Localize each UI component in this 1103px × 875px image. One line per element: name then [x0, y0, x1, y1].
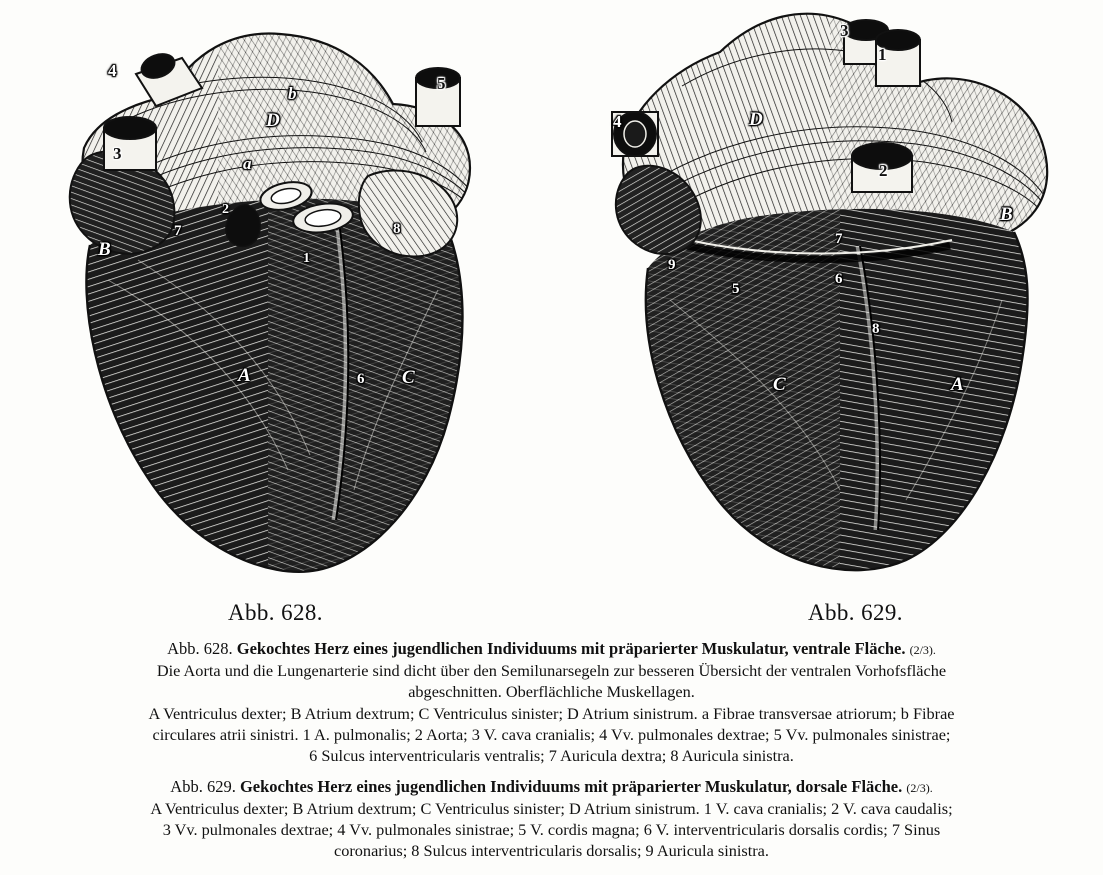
- caption-629-legend-1: A Ventriculus dexter; B Atrium dextrum; C Ventriculus sinister; D Atrium sinistrum. 1 V. cava cranialis; 2 V. cava caudalis;: [150, 798, 953, 818]
- figure-label-4: 4: [108, 61, 117, 80]
- figure-label-2: 2: [222, 202, 229, 217]
- caption-629-title: Gekochtes Herz eines jugendlichen Individuums mit präparierter Muskulatur, dorsale Fläche.: [239, 776, 903, 796]
- figure-label-3: 3: [113, 144, 122, 163]
- caption-629-legend-2: 3 Vv. pulmonales dextrae; 4 Vv. pulmonales sinistrae; 5 V. cordis magna; 6 V. interventricularis dorsalis cordis; 7 Sinus: [162, 820, 941, 840]
- figure-label-5: 5: [437, 74, 446, 93]
- caption-629-title-line: [17, 777, 1087, 798]
- caption-628-body-1: Die Aorta und die Lungenarterie sind dicht über den Semilunarsegeln zur besseren Übersicht der ventralen Vorhofsfläche: [156, 660, 947, 680]
- figure-label-1: 1: [878, 45, 887, 64]
- figure-number-628: Abb. 628.: [228, 600, 323, 625]
- vessel-3-628: [104, 117, 156, 170]
- figure-label-8: 8: [872, 321, 880, 337]
- figure-628-ventral-heart: [18, 0, 538, 600]
- caption-629-legend-3: coronarius; 8 Sulcus interventricularis dorsalis; 9 Auricula sinistra.: [334, 841, 769, 861]
- figure-label-a: A: [951, 374, 964, 395]
- figure-label-6: 6: [357, 371, 365, 387]
- vessel-2-629: [852, 143, 912, 192]
- figure-629-dorsal-heart: [590, 0, 1090, 600]
- caption-629-scale: (2/3).: [906, 780, 933, 795]
- caption-629-lead: Abb. 629.: [170, 776, 236, 796]
- figure-label-8: 8: [393, 221, 401, 237]
- figure-label-c: C: [402, 367, 415, 388]
- caption-628-legend-1: A Ventriculus dexter; B Atrium dextrum; C Ventriculus sinister; D Atrium sinistrum. a Fibrae transversae atriorum; b Fibrae: [148, 703, 955, 723]
- caption-628-body-2: abgeschnitten. Oberflächliche Muskellagen.: [408, 682, 695, 702]
- caption-628-title: Gekochtes Herz eines jugendlichen Individuums mit präparierter Muskulatur, ventrale Fläche.: [236, 639, 906, 658]
- vessel-5-628: [416, 68, 460, 126]
- engraving-629: [590, 0, 1090, 600]
- figure-label-a: A: [238, 365, 251, 386]
- figure-number-row: [0, 600, 1103, 632]
- caption-628-legend-2: circulares atrii sinistri. 1 A. pulmonalis; 2 Aorta; 3 V. cava cranialis; 4 Vv. pulmonales dextrae; 5 Vv. pulmonales sinistrae;: [152, 725, 951, 745]
- figure-label-b: B: [98, 239, 111, 260]
- figure-label-4: 4: [613, 112, 622, 131]
- caption-628-legend-3: 6 Sulcus interventricularis ventralis; 7 Auricula dextra; 8 Auricula sinistra.: [309, 746, 794, 766]
- caption-628-scale: (2/3).: [909, 643, 936, 657]
- figure-number-629: Abb. 629.: [808, 600, 903, 625]
- figure-label-1: 1: [303, 251, 310, 266]
- figure-label-7: 7: [174, 223, 182, 239]
- figure-label-2: 2: [879, 161, 888, 180]
- figure-label-3: 3: [840, 21, 849, 40]
- figure-label-d: D: [749, 109, 763, 130]
- vessel-1-629: [876, 30, 920, 86]
- figure-label-a: a: [243, 154, 252, 173]
- caption-628: [17, 639, 1087, 767]
- caption-629: [17, 777, 1087, 862]
- figure-label-b: B: [1000, 204, 1013, 225]
- vessel-4-629: [612, 112, 658, 156]
- figure-label-b: b: [288, 84, 297, 103]
- caption-628-lead: Abb. 628.: [167, 639, 233, 658]
- figure-label-5: 5: [732, 281, 740, 297]
- figure-label-c: C: [773, 374, 786, 395]
- figure-label-6: 6: [835, 271, 843, 287]
- ventricle-mass-629: [620, 190, 1050, 600]
- engraving-628: [18, 0, 538, 600]
- figure-label-9: 9: [668, 257, 676, 273]
- caption-628-title-line: [17, 639, 1087, 660]
- figure-label-7: 7: [835, 231, 843, 247]
- figure-label-d: D: [266, 110, 280, 131]
